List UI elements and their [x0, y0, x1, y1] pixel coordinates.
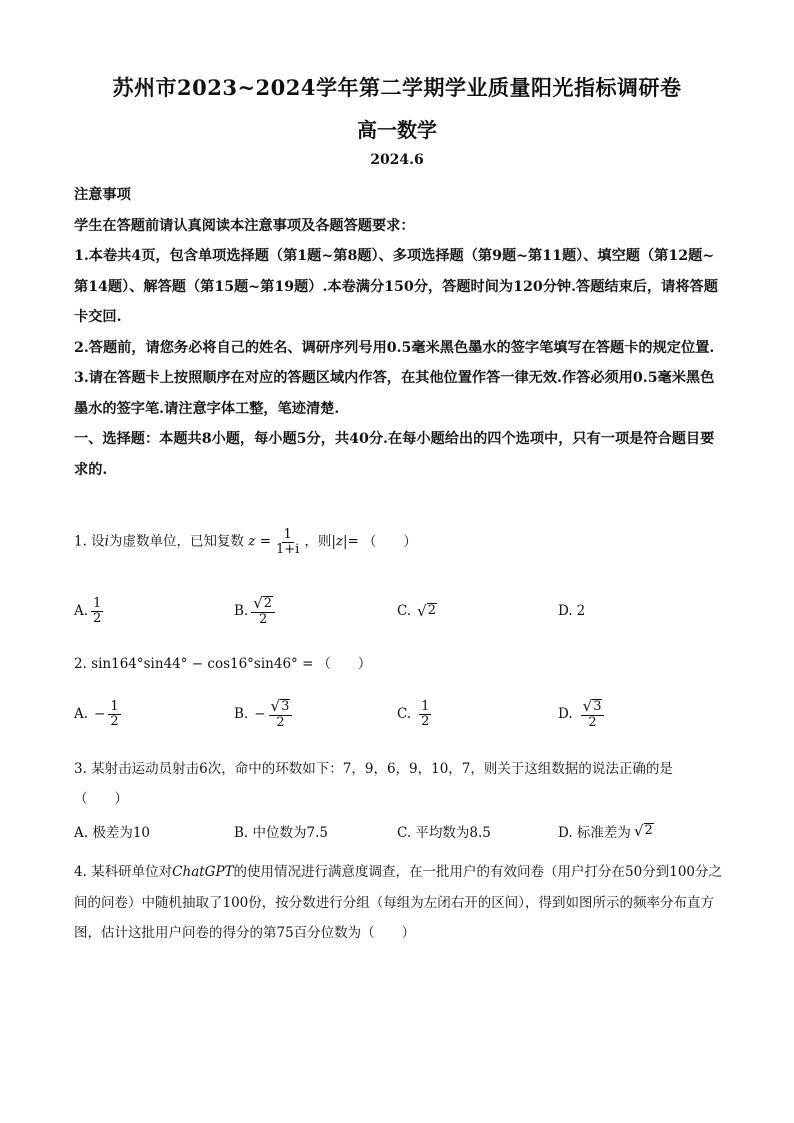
q1-var-i: i — [104, 533, 109, 550]
exam-date: 2024.6 — [370, 152, 424, 168]
q2-option-c[interactable] — [397, 697, 434, 731]
q2-option-c-fraction — [419, 700, 431, 728]
q1-fraction-den: 1+i — [276, 541, 300, 557]
q2-option-a-label: A. — [74, 706, 89, 722]
q1-option-a[interactable] — [74, 594, 106, 628]
q2-option-a[interactable] — [74, 697, 124, 731]
exam-title: 苏州市2023~2024学年第二学期学业质量阳光指标调研卷 — [112, 75, 682, 100]
q2-option-b-radicand: 3 — [281, 698, 290, 714]
q1-option-b-fraction — [251, 596, 275, 627]
q2-option-c-label: C. — [397, 706, 412, 722]
q2-option-b-den: 2 — [276, 714, 285, 730]
sqrt-icon: √ — [417, 601, 427, 620]
q3-option-d-sqrt — [634, 823, 654, 838]
q1-fraction-num: 1 — [283, 527, 292, 542]
instructions-intro: 学生在答题前请认真阅读本注意事项及各题答题要求： — [74, 217, 415, 234]
q3-option-b[interactable]: B. 中位数为7.5 — [234, 825, 328, 841]
sqrt-icon: √ — [633, 821, 644, 840]
q2-option-b-label: B. — [234, 706, 249, 722]
q2-option-b-fraction — [269, 699, 293, 730]
q1-option-c[interactable] — [397, 594, 437, 628]
q3-option-d-radicand: 2 — [644, 823, 653, 839]
q2-option-d-den: 2 — [588, 714, 597, 730]
q2-option-a-fraction — [108, 700, 120, 728]
q2-blank: （ ） — [317, 656, 372, 672]
q1-option-a-fraction — [91, 597, 103, 625]
q1-option-c-label: C. — [397, 603, 412, 619]
q2-option-d[interactable] — [558, 697, 607, 731]
q1-option-b[interactable] — [234, 594, 278, 628]
instructions — [74, 180, 724, 485]
q2-option-c-num: 1 — [421, 698, 430, 714]
q3-stem: 3. 某射击运动员射击6次，命中的环数如下：7，9，6，9，10，7，则关于这组数据的说法正确的是 — [74, 761, 673, 777]
instruction-item-1: 1.本卷共4页，包含单项选择题（第1题~第8题）、多项选择题（第9题~第11题）、填空题（第12题~第14题）、解答题（第15题~第19题）.本卷满分150分，答题时间为120分钟.答题结束后，请将答题卡交回. — [74, 248, 718, 325]
q3-blank: （ ） — [74, 791, 128, 807]
q1-fraction — [274, 528, 301, 556]
q3-option-c[interactable]: C. 平均数为8.5 — [397, 825, 491, 841]
q1-options — [74, 594, 734, 628]
q4-prefix: 4. 某科研单位对 — [74, 864, 173, 880]
q2-option-a-den: 2 — [110, 713, 119, 729]
q1-option-c-radicand: 2 — [427, 603, 436, 619]
q1-option-b-radicand: 2 — [263, 595, 273, 611]
q2-option-d-label: D. — [558, 706, 573, 722]
sqrt-icon: √ — [253, 594, 263, 612]
q4-stem: 的使用情况进行满意度调查，在一批用户的有效问卷（用户打分在50分到100分之间的问卷）中随机抽取了100份，按分数进行分组（每组为左闭右开的区间），得到如图所示的频率分布直方图，估计这批用户问卷的得分的第75百分位数为（ ） — [74, 864, 722, 941]
exam-subject: 高一数学 — [357, 118, 437, 142]
question-1 — [74, 528, 734, 556]
q1-prefix: 1. 设 — [74, 533, 105, 550]
question-3 — [74, 754, 734, 814]
sqrt-icon: √ — [582, 697, 593, 715]
q3-options — [74, 814, 734, 848]
q1-option-d-text: 2 — [576, 603, 586, 619]
q2-options — [74, 697, 734, 731]
section-heading-choice: 一、选择题：本题共8小题，每小题5分，共40分.在每小题给出的四个选项中，只有一项是符合题目要求的. — [74, 431, 715, 478]
q1-blank: （ ） — [362, 533, 417, 550]
q2-option-a-sign: − — [94, 706, 106, 722]
q1-mid: 为虚数单位，已知复数 — [109, 533, 244, 550]
q1-option-c-sqrt — [417, 603, 437, 618]
sqrt-icon: √ — [270, 697, 281, 715]
q2-option-d-radicand: 3 — [593, 698, 602, 714]
instruction-item-3: 3.请在答题卡上按照顺序在对应的答题区域内作答，在其他位置作答一律无效.作答必须用0.5毫米黑色墨水的签字笔.请注意字体工整，笔迹清楚. — [74, 370, 715, 417]
q1-option-b-den: 2 — [259, 611, 268, 627]
q2-option-b[interactable] — [234, 697, 295, 731]
q1-option-d[interactable] — [558, 594, 585, 628]
q1-z-eq: z = — [248, 533, 272, 550]
q1-option-b-label: B. — [234, 603, 249, 619]
q1-option-d-label: D. — [558, 603, 573, 619]
q2-option-d-fraction — [581, 699, 605, 730]
q3-option-a[interactable]: A. 极差为10 — [74, 825, 151, 841]
q2-option-c-den: 2 — [421, 713, 430, 729]
instruction-item-2: 2.答题前，请您务必将自己的姓名、调研序列号用0.5毫米黑色墨水的签字笔填写在答题卡的规定位置. — [74, 339, 715, 356]
question-2 — [74, 654, 734, 674]
q3-option-d[interactable] — [558, 814, 654, 848]
q2-stem: 2. sin164°sin44° − cos16°sin46° = — [74, 656, 314, 672]
q1-after: ，则 — [304, 533, 332, 550]
q1-option-a-label: A. — [74, 603, 89, 619]
q3-option-d-label: D. 标准差为 — [558, 825, 631, 841]
q1-abs: |z|= — [331, 533, 359, 550]
q2-option-a-num: 1 — [110, 698, 119, 714]
instructions-heading: 注意事项 — [74, 187, 131, 203]
q1-option-a-num: 1 — [93, 595, 102, 611]
question-4 — [74, 857, 724, 949]
q1-option-a-den: 2 — [93, 610, 102, 626]
q2-option-b-sign: − — [254, 706, 266, 722]
q4-brand: ChatGPT — [172, 864, 234, 880]
